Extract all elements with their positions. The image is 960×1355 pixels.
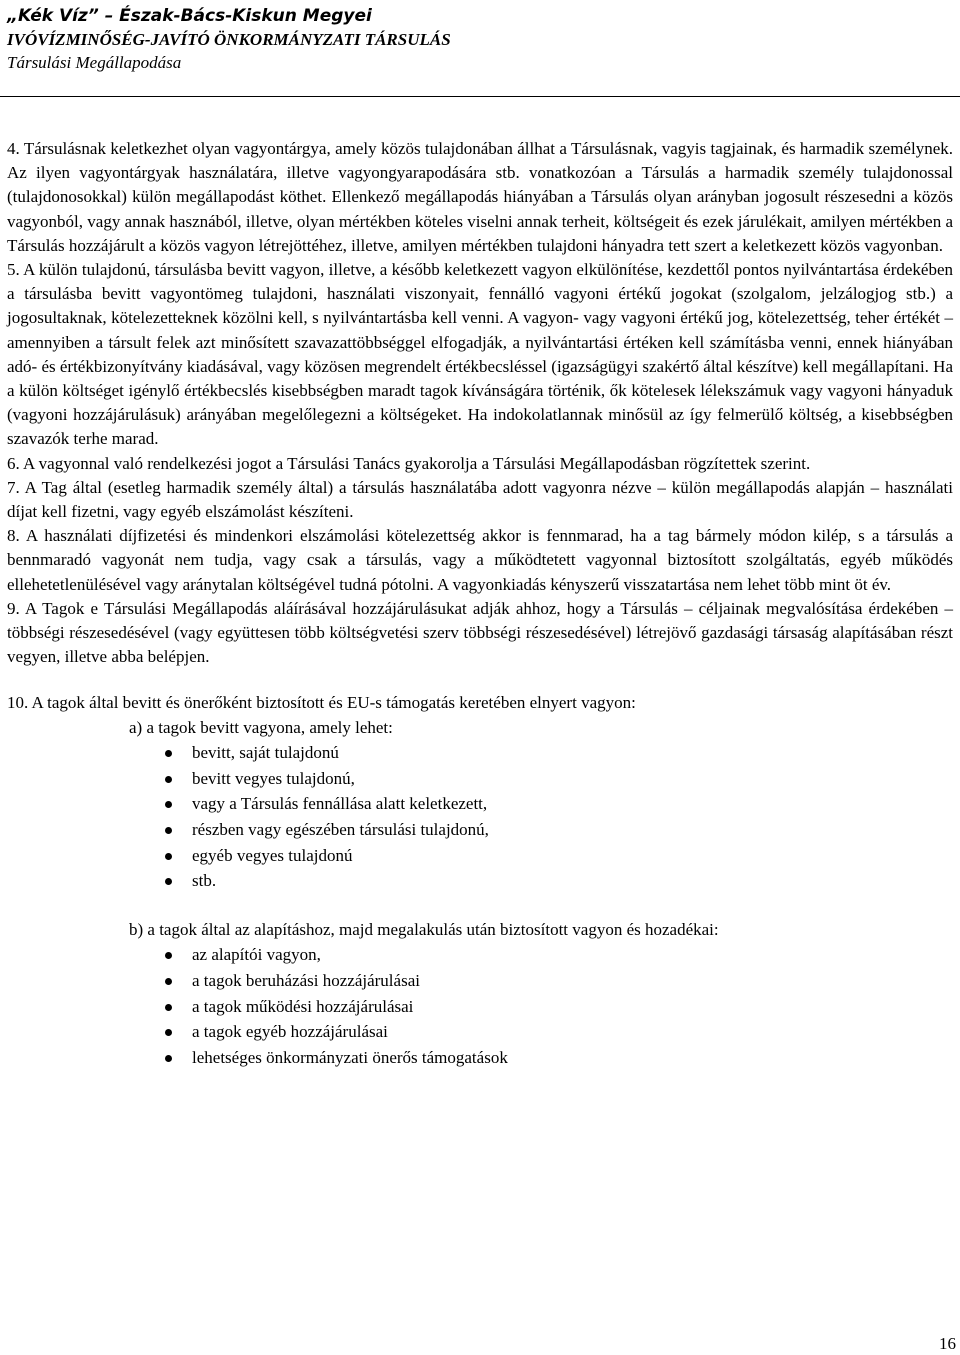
header-divider [0, 96, 960, 97]
paragraph-7: 7. A Tag által (esetleg harmadik személy által) a társulás használatába adott vagyonra nézve – külön megállapodás alapján – használati díjat kell fizetni, vagy egyéb elszámolást készíteni. [7, 477, 953, 522]
list-item: az alapítói vagyon, [161, 942, 953, 968]
paragraph-5: 5. A külön tulajdonú, társulásba bevitt vagyon, illetve, a később keletkezett vagyon elkülönítése, kezdettől pontos nyilvántartása érdekében a társulásba bevitt vagyontömeg tulajdoni, használati viszonyait, fennálló vagyoni értékű jogokat (szolgalom, jelzálogjog stb.) a jogosultaknak, kötelezetteknek közölni kell, s nyilvántartásba kell venni. A vagyon- vagy vagyoni értékű jog, kötelezettség, teher értékét – amennyiben a társult felek azt minősített szavazattöbbséggel elfogadják, a nyilvántartási értéken kell számításba venni, ennek hiányában adó- és értékbizonyítvány kiadásával, vagy közösen megrendelt értékbecsléssel (igazságügyi szakértő által készítve) kell megállapítani. Ha a külön költséget igénylő értékbecslés kisebbségben maradt tagok kívánságára történik, ők kötelesek lélekszámuk vagy vagyoni hányaduk (vagyoni hozzájárulásuk) arányában megelőlegezni a költségeket. Ha indokolatlannak minősül az így felmerülő költség, a kisebbségben szavazók terhe marad. [7, 260, 953, 449]
header-document-title: Társulási Megállapodása [7, 53, 182, 72]
list-item: vagy a Társulás fennállása alatt keletkezett, [161, 791, 953, 817]
bullet-icon [165, 750, 172, 757]
header-association-name: IVÓVÍZMINŐSÉG-JAVÍTÓ ÖNKORMÁNYZATI TÁRSULÁS [7, 30, 451, 49]
bullet-icon [165, 801, 172, 808]
list-item: a tagok egyéb hozzájárulásai [161, 1019, 953, 1045]
list-item: stb. [161, 868, 953, 894]
document-body [7, 137, 953, 1071]
bullet-icon [165, 952, 172, 959]
section-b-heading: b) a tagok által az alapításhoz, majd megalakulás után biztosított vagyon és hozadékai: [129, 920, 719, 940]
header-organization-name: „Kék Víz” – Észak-Bács-Kiskun Megyei [7, 6, 372, 26]
list-item: a tagok beruházási hozzájárulásai [161, 968, 953, 994]
bullet-icon [165, 878, 172, 885]
bullet-icon [165, 827, 172, 834]
paragraph-6: 6. A vagyonnal való rendelkezési jogot a Társulási Tanács gyakorolja a Társulási Megállapodásban rögzítettek szerint. [7, 453, 811, 473]
spacer [7, 669, 953, 691]
list-item: a tagok működési hozzájárulásai [161, 994, 953, 1020]
section-b-list [7, 942, 953, 1071]
spacer [7, 894, 953, 918]
list-item: részben vagy egészében társulási tulajdonú, [161, 817, 953, 843]
section-a-list [7, 740, 953, 894]
bullet-icon [165, 978, 172, 985]
list-item: lehetséges önkormányzati önerős támogatások [161, 1045, 953, 1071]
bullet-icon [165, 1004, 172, 1011]
bullet-icon [165, 853, 172, 860]
document-header [7, 4, 953, 74]
bullet-icon [165, 1029, 172, 1036]
paragraph-4: 4. Társulásnak keletkezhet olyan vagyontárgya, amely közös tulajdonában állhat a Társulásnak, vagyis tagjainak, és harmadik személynek. Az ilyen vagyontárgyak használatára, illetve vagyongyarapodására stb. vonatkozóan a Társulás a harmadik személy tulajdonossal (tulajdonosokkal) külön megállapodást köthet. Ellenkező megállapodás hiányában a Társulás olyan arányban jogosult részesedni a közös vagyonból, vagy annak hasznából, illetve, olyan mértékben köteles viselni annak terheit, költségeit és ezek járulékait, amilyen mértékben a Társulás hozzájárult a közös vagyon létrejöttéhez, illetve, amilyen mértékben tulajdoni hányadra tett szert a keletkezett közös vagyonban. [7, 139, 954, 255]
list-item: bevitt vegyes tulajdonú, [161, 766, 953, 792]
bullet-icon [165, 1055, 172, 1062]
bullet-icon [165, 776, 172, 783]
page-number: 16 [939, 1334, 956, 1353]
paragraph-9: 9. A Tagok e Társulási Megállapodás aláírásával hozzájárulásukat adják ahhoz, hogy a Társulás – céljainak megvalósítása érdekében – többségi részesedésével (vagy együttesen több költségvetési szerv többségi részesedésével) létrejövő gazdasági társaság alapításában részt vegyen, illetve abba belépjen. [7, 598, 953, 667]
paragraph-8: 8. A használati díjfizetési és mindenkori elszámolási kötelezettség akkor is fennmarad, ha a tag bármely módon kilép, s a társulás a bennmaradó vagyonát nem tudja, vagy csak a társulás, vagy a működtetett vagyonnal biztosított szolgáltatás, egyéb működés ellehetetlenülésével vagy aránytalan költségével tudná pótolni. A vagyonkiadás kényszerű visszatartása nem lehet több mint öt év. [7, 526, 953, 594]
list-item: bevitt, saját tulajdonú [161, 740, 953, 766]
paragraph-10-intro: 10. A tagok által bevitt és önerőként biztosított és EU-s támogatás keretében elnyert vagyon: [7, 693, 636, 713]
list-item: egyéb vegyes tulajdonú [161, 843, 953, 869]
section-a-heading: a) a tagok bevitt vagyona, amely lehet: [129, 717, 393, 737]
